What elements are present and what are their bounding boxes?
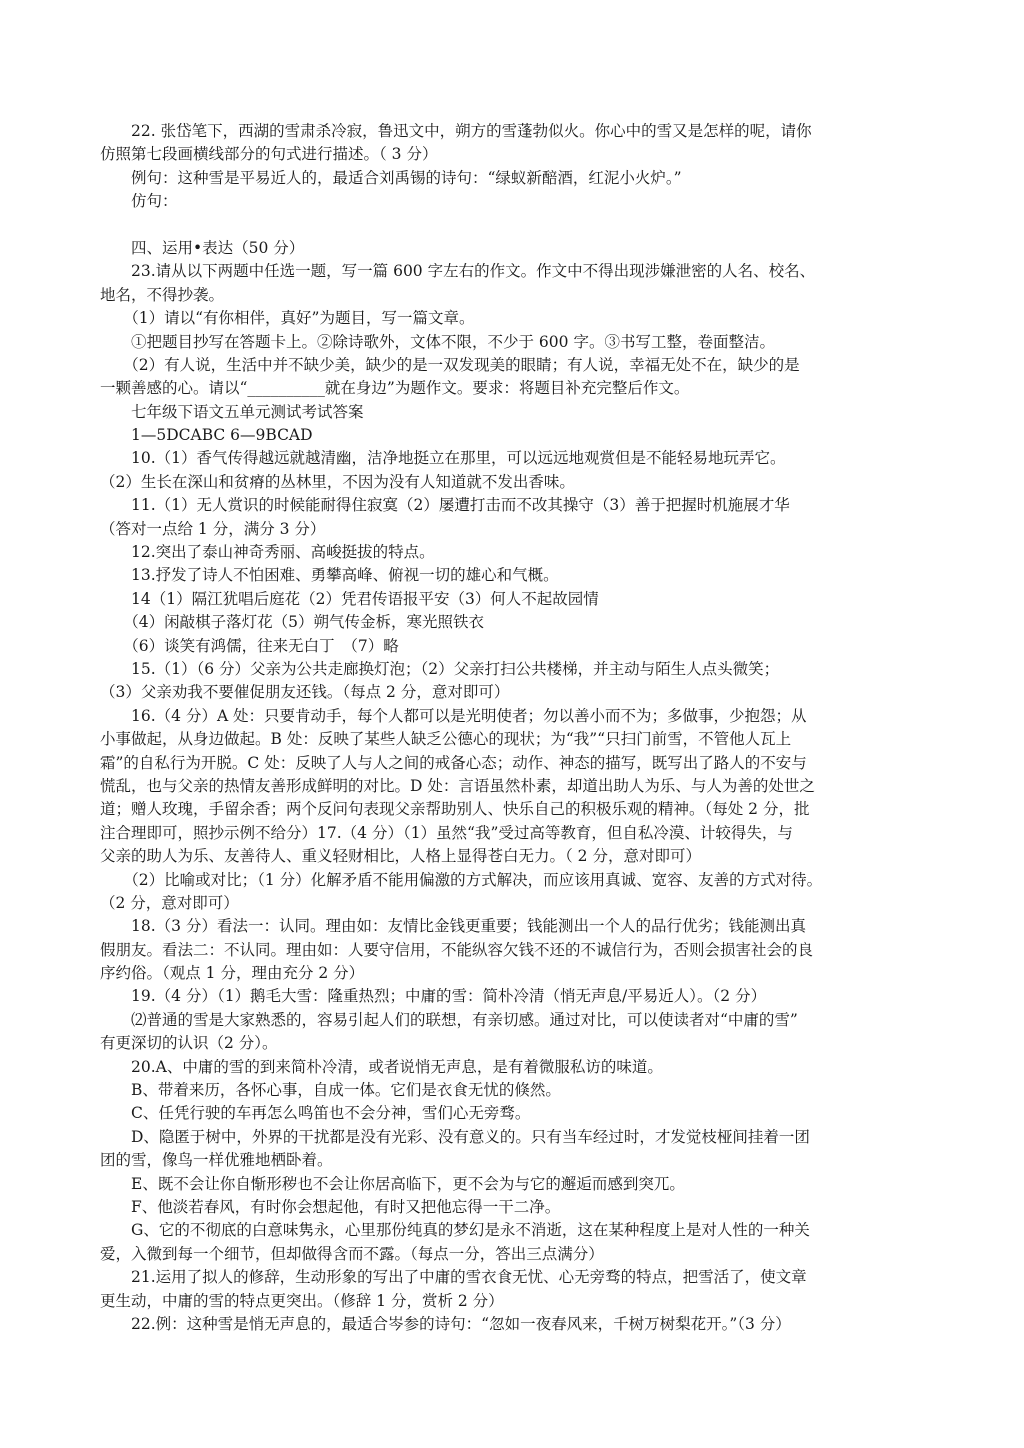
text-line: 13.抒发了诗人不怕困难、勇攀高峰、俯视一切的雄心和气概。 [100,566,559,585]
text-line: ⑵普通的雪是大家熟悉的，容易引起人们的联想，有亲切感。通过对比，可以使读者对“中庸的雪” [100,1010,798,1029]
text-line: ①把题目抄写在答题卡上。②除诗歌外，文体不限，不少于 600 字。③书写工整，卷面整洁。 [100,332,775,351]
text-line: 20.A、中庸的雪的到来简朴冷清，或者说悄无声息，是有着微服私访的味道。 [100,1057,663,1076]
text-line: 仿照第七段画横线部分的句式进行描述。（ 3 分） [100,145,438,164]
text-line: （答对一点给 1 分，满分 3 分） [100,519,326,538]
text-line: 18.（3 分）看法一：认同。理由如：友情比金钱更重要；钱能测出一个人的品行优劣；钱能测出真 [100,917,806,936]
text-line: 一颗善感的心。请以“__________就在身边”为题作文。要求：将题目补充完整后作文。 [100,379,690,398]
text-line: 四、运用•表达（50 分） [100,238,305,257]
text-line: 14（1）隔江犹唱后庭花（2）凭君传语报平安（3）何人不起故园情 [100,589,599,608]
text-line: 22.例：这种雪是悄无声息的，最适合岑参的诗句：“忽如一夜春风来，千树万树梨花开。”（3 分） [100,1314,791,1333]
text-line: 道；赠人玫瑰，手留余香；两个反问句表现父亲帮助别人、快乐自己的积极乐观的精神。（每处 2 分，批 [100,800,810,819]
text-line: 15.（1）（6 分）父亲为公共走廊换灯泡；（2）父亲打扫公共楼梯，并主动与陌生人点头微笑； [100,659,780,678]
text-line: 11.（1）无人赏识的时候能耐得住寂寞（2）屡遭打击而不改其操守（3）善于把握时机施展才华 [100,496,790,515]
text-line: 七年级下语文五单元测试考试答案 [100,402,364,421]
text-line: 1—5DCABC 6—9BCAD [100,426,313,445]
document-page [100,120,940,1336]
text-line: （2）比喻或对比；（1 分）化解矛盾不能用偏激的方式解决，而应该用真诚、宽容、友善的方式对待。 [100,870,823,889]
text-line: 假朋友。看法二：不认同。理由如：人要守信用，不能纵容欠钱不还的不诚信行为，否则会损害社会的良 [100,940,814,959]
text-line: C、任凭行驶的车再怎么鸣笛也不会分神，雪们心无旁骛。 [100,1104,531,1123]
text-line: 23.请从以下两题中任选一题，写一篇 600 字左右的作文。作文中不得出现涉嫌泄密的人名、校名、 [100,262,816,281]
text-line: 仿句： [100,192,178,211]
text-line: 21.运用了拟人的修辞，生动形象的写出了中庸的雪衣食无忧、心无旁骛的特点，把雪活了，使文章 [100,1268,807,1287]
text-line: F、他淡若春风，有时你会想起他，有时又把他忘得一干二净。 [100,1197,561,1216]
text-line: 16.（4 分）A 处：只要肯动手，每个人都可以是光明使者；勿以善小而不为；多做事，少抱怨；从 [100,706,807,725]
text-line: D、隐匿于树中，外界的干扰都是没有光彩、没有意义的。只有当车经过时，才发觉枝桠间挂着一团 [100,1127,810,1146]
blank-line [100,214,940,237]
text-line: （3）父亲劝我不要催促朋友还钱。（每点 2 分，意对即可） [100,683,510,702]
text-line: （2）有人说，生活中并不缺少美，缺少的是一双发现美的眼睛；有人说，幸福无处不在，缺少的是 [100,355,800,374]
text-line: 10.（1）香气传得越远就越清幽，洁净地挺立在那里，可以远远地观赏但是不能轻易地玩弄它。 [100,449,786,468]
text-line: （6）谈笑有鸿儒，往来无白丁 （7）略 [100,636,399,655]
text-line: （2 分，意对即可） [100,893,239,912]
text-line: 有更深切的认识（2 分）。 [100,1034,278,1053]
text-line: E、既不会让你自惭形秽也不会让你居高临下，更不会为与它的邂逅而感到突兀。 [100,1174,685,1193]
text-line: 地名，不得抄袭。 [100,285,225,304]
text-line: 例句：这种雪是平易近人的，最适合刘禹锡的诗句：“绿蚁新醅酒，红泥小火炉。” [100,168,682,187]
text-line: 22. 张岱笔下，西湖的雪肃杀冷寂，鲁迅文中，朔方的雪蓬勃似火。你心中的雪又是怎样的呢，请你 [100,122,812,140]
text-line: 爱，入微到每一个细节，但却做得含而不露。（每点一分，答出三点满分） [100,1244,604,1263]
text-line: 霜”的自私行为开脱。C 处：反映了人与人之间的戒备心态；动作、神态的描写，既写出了路人的不安与 [100,753,807,772]
text-line: 团的雪，像鸟一样优雅地栖卧着。 [100,1151,333,1170]
text-line: （2）生长在深山和贫瘠的丛林里，不因为没有人知道就不发出香味。 [100,472,575,491]
text-line: 12.突出了泰山神奇秀丽、高峻挺拔的特点。 [100,543,435,562]
text-line: 父亲的助人为乐、友善待人、重义轻财相比，人格上显得苍白无力。（ 2 分，意对即可） [100,847,701,866]
text-line: B、带着来历，各怀心事，自成一体。它们是衣食无忧的倏然。 [100,1081,561,1100]
text-line: 19.（4 分）（1）鹅毛大雪：隆重热烈；中庸的雪：简朴冷清（悄无声息/平易近人）。（2 分） [100,987,767,1006]
text-line: G、它的不彻底的白意味隽永，心里那份纯真的梦幻是永不消逝，这在某种程度上是对人性的一种关 [100,1221,810,1240]
text-line: 小事做起，从身边做起。B 处：反映了某些人缺乏公德心的现状；为“我”“只扫门前雪，不管他人瓦上 [100,730,792,749]
text-line: 序约俗。（观点 1 分，理由充分 2 分） [100,964,365,983]
text-line: 更生动，中庸的雪的特点更突出。（修辞 1 分，赏析 2 分） [100,1291,504,1310]
text-line: 注合理即可，照抄示例不给分）17.（4 分）（1）虽然“我”受过高等教育，但自私冷漠、计较得失，与 [100,823,793,842]
text-line: （4）闲敲棋子落灯花（5）朔气传金柝，寒光照铁衣 [100,613,484,632]
text-line: 慌乱，也与父亲的热情友善形成鲜明的对比。D 处：言语虽然朴素，却道出助人为乐、与人为善的处世之 [100,776,815,795]
text-line: （1）请以“有你相伴，真好”为题目，写一篇文章。 [100,309,475,328]
